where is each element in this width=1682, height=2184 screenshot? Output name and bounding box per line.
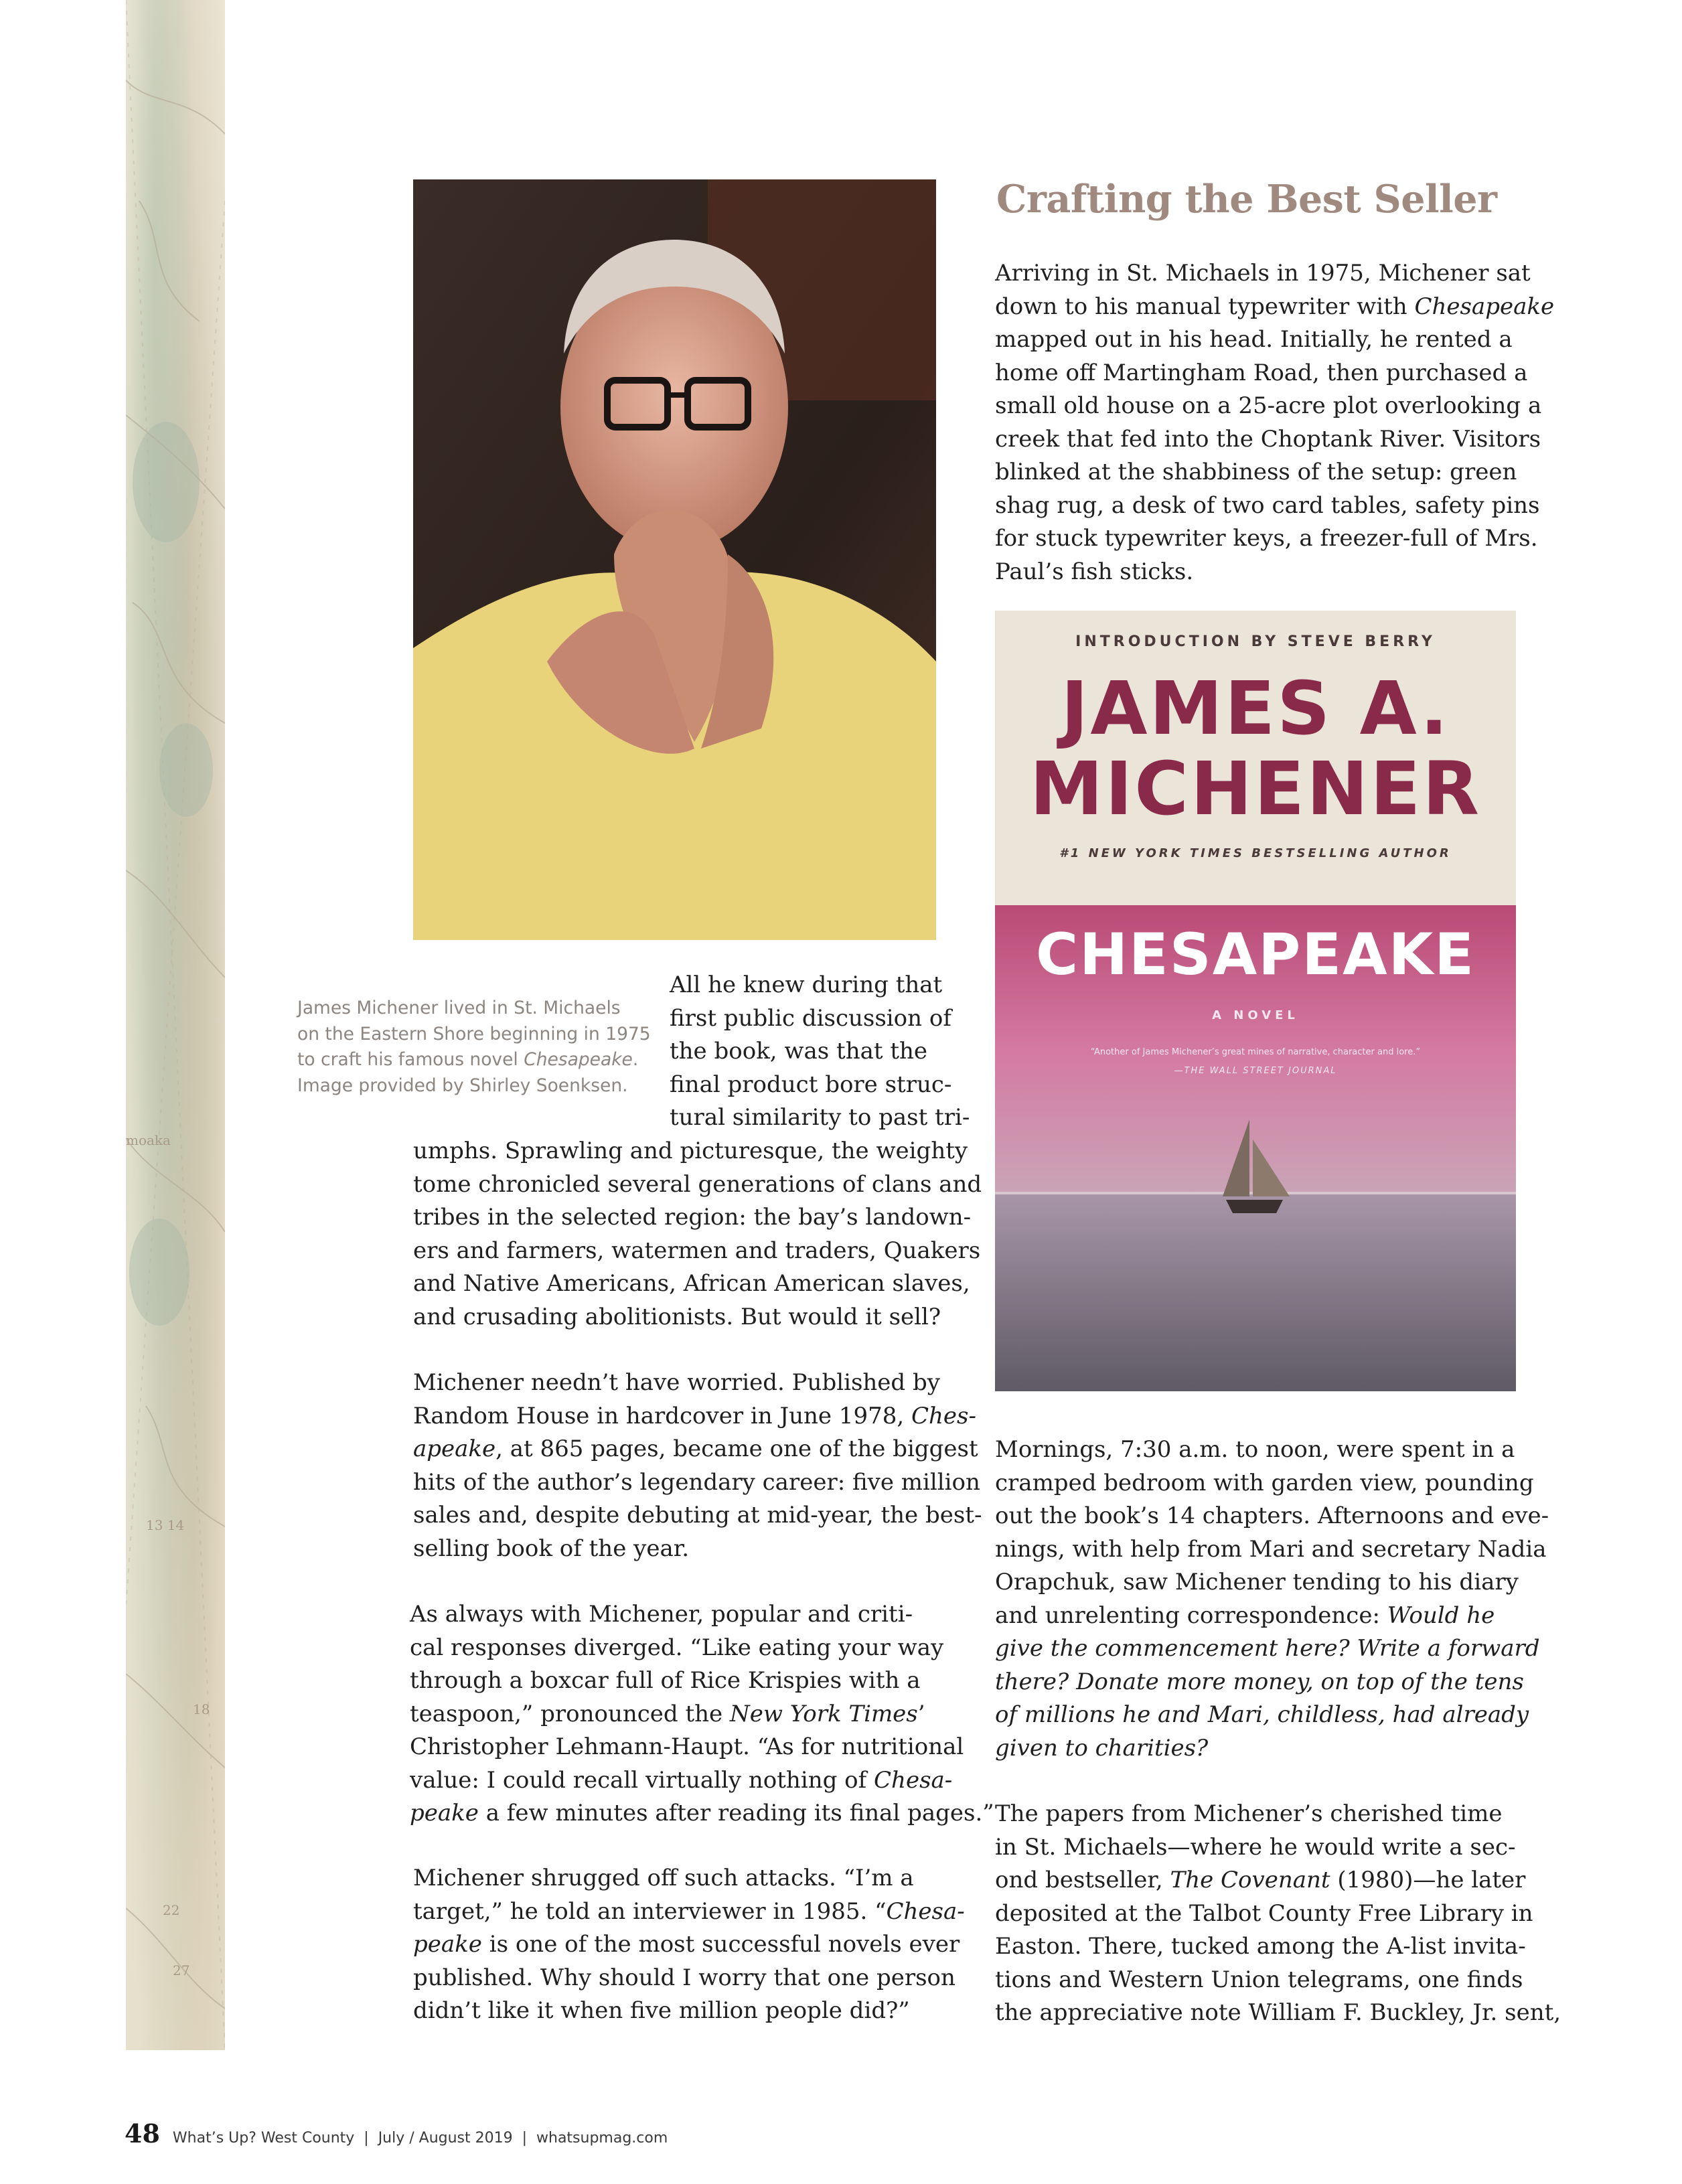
text-run: ond bestseller, <box>995 1867 1170 1893</box>
text-line <box>995 1864 1561 1897</box>
text-run: target,” he told an interviewer in 1985. “ <box>413 1897 887 1925</box>
text-line: in St. Michaels—where he would write a sec- <box>995 1833 1516 1861</box>
text-line: creek that fed into the Choptank River. Visitors <box>995 425 1541 453</box>
text-line <box>413 1895 965 1929</box>
italic-text: of millions he and Mari, childless, had already <box>995 1701 1529 1728</box>
text-line: Arriving in St. Michaels in 1975, Michener sat <box>995 260 1531 287</box>
text-line <box>413 1928 965 1962</box>
decorative-map-strip <box>126 0 225 2050</box>
text-line: shag rug, a desk of two card tables, safety pins <box>995 491 1540 519</box>
left-paragraph-2 <box>413 1367 982 1565</box>
page-number: 48 <box>125 2118 160 2149</box>
map-label: 27 <box>173 1962 190 1978</box>
text-line: first public discussion of <box>670 1004 951 1032</box>
author-portrait-photo <box>413 179 936 940</box>
text-run: down to his manual typewriter with <box>995 293 1415 320</box>
map-label: 22 <box>163 1902 180 1918</box>
cover-intro: INTRODUCTION BY STEVE BERRY <box>1075 633 1436 650</box>
text-line: sales and, despite debuting at mid-year, the best- <box>413 1502 982 1529</box>
text-line <box>995 1732 1549 1766</box>
text-run: and unrelenting correspondence: <box>995 1602 1387 1629</box>
book-title-italic: Ches- <box>911 1402 976 1429</box>
text-line: ers and farmers, watermen and traders, Quakers <box>413 1237 981 1264</box>
text-line: tribes in the selected region: the bay’s landown- <box>413 1204 972 1231</box>
left-paragraph-4 <box>413 1862 965 2028</box>
cover-tagline: #1 NEW YORK TIMES BESTSELLING AUTHOR <box>1059 846 1452 860</box>
italic-text: give the commencement here? Write a forward <box>995 1635 1540 1662</box>
book-title-italic: peake <box>410 1800 479 1826</box>
map-label: 13 14 <box>146 1517 185 1533</box>
cover-author-line-2: MICHENER <box>1029 746 1482 832</box>
caption-line: Image provided by Shirley Soenksen. <box>297 1075 628 1096</box>
map-label: moaka <box>126 1132 171 1148</box>
section-heading: Crafting the Best Seller <box>996 177 1497 222</box>
text-line: As always with Michener, popular and criti- <box>410 1601 913 1628</box>
text-line: tural similarity to past tri- <box>670 1104 970 1131</box>
text-line: small old house on a 25-acre plot overlooking a <box>995 392 1542 419</box>
text-line: Orapchuk, saw Michener tending to his diary <box>995 1569 1519 1595</box>
text-line: Easton. There, tucked among the A-list invita- <box>995 1933 1526 1960</box>
cover-quote: “Another of James Michener’s great mines of narrative, character and lore.” <box>1090 1047 1421 1057</box>
photo-caption <box>297 996 651 1099</box>
text-line: and crusading abolitionists. But would it sell? <box>413 1303 941 1330</box>
text-line: published. Why should I worry that one person <box>413 1964 955 1991</box>
left-paragraph-3 <box>410 1598 994 1830</box>
publication-italic: New York Times <box>729 1700 918 1727</box>
text-line: umphs. Sprawling and picturesque, the weighty <box>413 1138 968 1164</box>
text-line: tome chronicled several generations of clans and <box>413 1170 982 1198</box>
text-line: tions and Western Union telegrams, one finds <box>995 1966 1523 1993</box>
caption-text: . <box>632 1049 639 1070</box>
text-line: mapped out in his head. Initially, he rented a <box>995 326 1513 353</box>
italic-text: there? Donate more money, on top of the tens <box>995 1668 1524 1695</box>
cover-subtitle: A NOVEL <box>1212 1008 1299 1022</box>
book-title-italic: Chesa- <box>886 1897 965 1925</box>
text-run: Random House in hardcover in June 1978, <box>413 1402 911 1429</box>
text-line: out the book’s 14 chapters. Afternoons and eve- <box>995 1502 1549 1529</box>
text-run: is one of the most successful novels ever <box>481 1931 960 1958</box>
book-title-italic: Chesapeake <box>1414 293 1555 320</box>
text-run: a few minutes after reading its final pages.” <box>478 1800 994 1826</box>
text-line: final product bore struc- <box>670 1071 952 1098</box>
text-line <box>995 1632 1549 1666</box>
text-run: ’ <box>917 1700 925 1727</box>
cover-quote-source: —THE WALL STREET JOURNAL <box>1174 1066 1337 1076</box>
caption-title-italic: Chesapeake <box>524 1049 633 1070</box>
text-line: cal responses diverged. “Like eating your way <box>410 1634 944 1661</box>
text-line: and Native Americans, African American slaves, <box>413 1270 970 1297</box>
text-line <box>410 1698 994 1731</box>
right-paragraph-1 <box>995 257 1554 589</box>
cover-title: CHESAPEAKE <box>1035 921 1476 988</box>
text-line: the book, was that the <box>670 1038 928 1065</box>
right-paragraph-2 <box>995 1433 1549 1765</box>
map-label: 18 <box>193 1701 210 1717</box>
text-run: teaspoon,” pronounced the <box>410 1700 730 1727</box>
italic-text: Would he <box>1387 1602 1495 1629</box>
text-line <box>410 1764 994 1798</box>
text-line: blinked at the shabbiness of the setup: green <box>995 459 1517 485</box>
text-run: (1980)—he later <box>1330 1867 1526 1893</box>
text-line: for stuck typewriter keys, a freezer-full of Mrs. <box>995 525 1538 552</box>
text-line: Paul’s fish sticks. <box>995 558 1194 585</box>
text-line: through a boxcar full of Rice Krispies with a <box>410 1667 921 1694</box>
caption-line <box>297 1047 645 1073</box>
text-line: Mornings, 7:30 a.m. to noon, were spent in a <box>995 1436 1515 1463</box>
text-line: Michener needn’t have worried. Published by <box>413 1369 940 1396</box>
text-line <box>995 1666 1549 1699</box>
map-lines-graphic <box>126 0 225 2050</box>
text-run: value: I could recall virtually nothing of <box>410 1766 874 1794</box>
text-line: The papers from Michener’s cherished time <box>995 1800 1503 1827</box>
book-cover-image <box>995 611 1516 1391</box>
text-line: Michener shrugged off such attacks. “I’m a <box>413 1865 914 1891</box>
caption-line: James Michener lived in St. Michaels <box>297 998 621 1018</box>
text-line <box>995 1600 1549 1633</box>
text-line: nings, with help from Mari and secretary Nadia <box>995 1535 1547 1563</box>
book-title-italic: peake <box>413 1931 482 1958</box>
left-paragraph-1-top <box>670 969 970 1135</box>
text-line <box>410 1797 994 1830</box>
text-line <box>995 291 1554 324</box>
page-footer <box>125 2118 668 2149</box>
text-line <box>413 1433 982 1466</box>
text-line: home off Martingham Road, then purchased a <box>995 359 1528 386</box>
book-title-italic: apeake <box>413 1435 496 1462</box>
cover-author-line-1: JAMES A. <box>1061 666 1450 751</box>
text-line: Christopher Lehmann-Haupt. “As for nutritional <box>410 1733 964 1760</box>
caption-text: to craft his famous novel <box>297 1049 524 1070</box>
text-line: cramped bedroom with garden view, pounding <box>995 1469 1534 1496</box>
book-title-italic: The Covenant <box>1170 1867 1330 1893</box>
text-line: All he knew during that <box>670 971 943 998</box>
text-run: , at 865 pages, became one of the biggest <box>495 1435 978 1462</box>
book-title-italic: Chesa- <box>874 1766 953 1794</box>
footer-text: What’s Up? West County | July / August 2019 | whatsupmag.com <box>172 2130 668 2147</box>
text-line: didn’t like it when five million people did?” <box>413 1997 910 2024</box>
text-line: deposited at the Talbot County Free Library in <box>995 1899 1533 1927</box>
caption-line: on the Eastern Shore beginning in 1975 <box>297 1023 651 1044</box>
right-paragraph-3 <box>995 1798 1561 2030</box>
italic-text: given to charities? <box>995 1734 1209 1762</box>
text-line: hits of the author’s legendary career: five million <box>413 1468 980 1496</box>
left-paragraph-1-bottom <box>413 1135 982 1334</box>
text-line: the appreciative note William F. Buckley, Jr. sent, <box>995 1999 1561 2026</box>
text-line: selling book of the year. <box>413 1535 690 1562</box>
text-line <box>995 1699 1549 1732</box>
text-line <box>413 1400 982 1433</box>
